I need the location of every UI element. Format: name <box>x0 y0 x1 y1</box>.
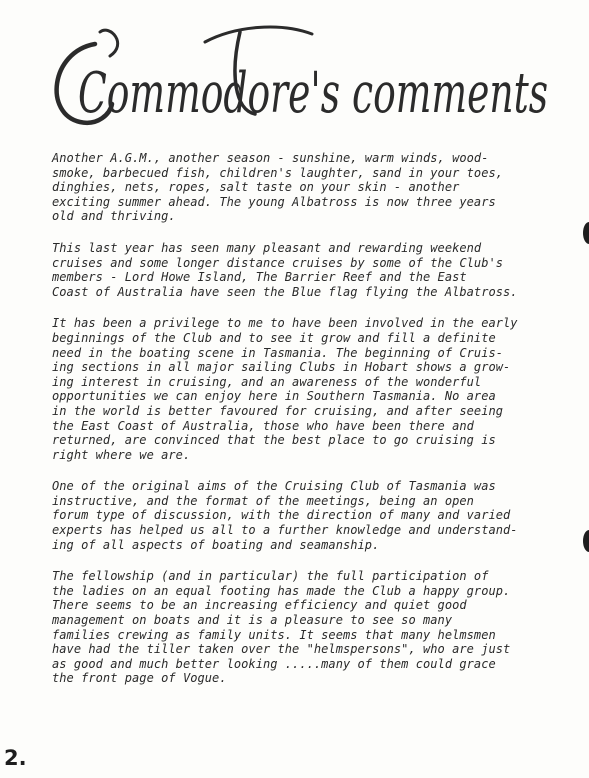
paragraph <box>52 316 588 462</box>
text-line: members - Lord Howe Island, The Barrier Reef and the East <box>52 270 467 285</box>
text-line: have had the tiller taken over the "helmspersons", who are just <box>52 642 511 657</box>
text-line: old and thriving. <box>52 209 176 224</box>
text-line: experts has helped us all to a further knowledge and understand- <box>52 523 518 538</box>
text-line: ing of all aspects of boating and seamanship. <box>52 537 380 552</box>
punch-hole-mark <box>583 222 589 244</box>
text-line: as good and much better looking .....many of them could grace <box>52 656 496 671</box>
paragraph <box>52 151 588 224</box>
text-line: need in the boating scene in Tasmania. The beginning of Cruis- <box>52 345 504 360</box>
title-swash-stroke <box>205 27 312 42</box>
title-swash-stroke <box>100 30 118 56</box>
text-line: The fellowship (and in particular) the full participation of <box>52 569 489 584</box>
text-line: management on boats and it is a pleasure to see so many <box>52 613 453 628</box>
text-line: the ladies on an equal footing has made the Club a happy group. <box>52 583 511 598</box>
text-line: the front page of Vogue. <box>52 671 227 686</box>
text-line: families crewing as family units. It seems that many helmsmen <box>52 627 496 642</box>
text-line: ing interest in cruising, and an awareness of the wonderful <box>52 374 482 389</box>
article-body <box>52 151 588 703</box>
page-title <box>40 14 580 144</box>
text-line: the East Coast of Australia, those who have been there and <box>52 418 474 433</box>
text-line: exciting summer ahead. The young Albatross is now three years <box>52 194 496 209</box>
text-line: dinghies, nets, ropes, salt taste on your skin - another <box>52 180 460 195</box>
text-line: right where we are. <box>52 447 191 462</box>
text-line: opportunities we can enjoy here in Southern Tasmania. No area <box>52 389 496 404</box>
text-line: This last year has seen many pleasant and rewarding weekend <box>52 240 482 255</box>
text-line: in the world is better favoured for cruising, and after seeing <box>52 403 504 418</box>
text-line: Another A.G.M., another season - sunshine, warm winds, wood- <box>52 151 489 165</box>
text-line: forum type of discussion, with the direction of many and varied <box>52 508 511 523</box>
text-line: ing sections in all major sailing Clubs in Hobart shows a grow- <box>52 360 511 375</box>
text-line: There seems to be an increasing efficiency and quiet good <box>52 598 467 613</box>
punch-hole-mark <box>583 530 589 552</box>
text-line: It has been a privilege to me to have been involved in the early <box>52 316 518 331</box>
title-text: Commodore's comments <box>78 61 548 126</box>
calligraphic-title <box>40 14 580 144</box>
text-line: beginnings of the Club and to see it grow and fill a definite <box>52 330 496 345</box>
text-line: Coast of Australia have seen the Blue flag flying the Albatross. <box>52 284 518 299</box>
paragraph <box>52 241 588 299</box>
paragraph <box>52 479 588 552</box>
text-line: smoke, barbecued fish, children's laughter, sand in your toes, <box>52 165 504 180</box>
text-line: returned, are convinced that the best place to go cruising is <box>52 433 496 448</box>
text-line: One of the original aims of the Cruising Club of Tasmania was <box>52 479 496 494</box>
page-number: 2. <box>4 746 27 770</box>
text-line: instructive, and the format of the meetings, being an open <box>52 493 474 508</box>
text-line: cruises and some longer distance cruises by some of the Club's <box>52 255 504 270</box>
paragraph <box>52 569 588 686</box>
